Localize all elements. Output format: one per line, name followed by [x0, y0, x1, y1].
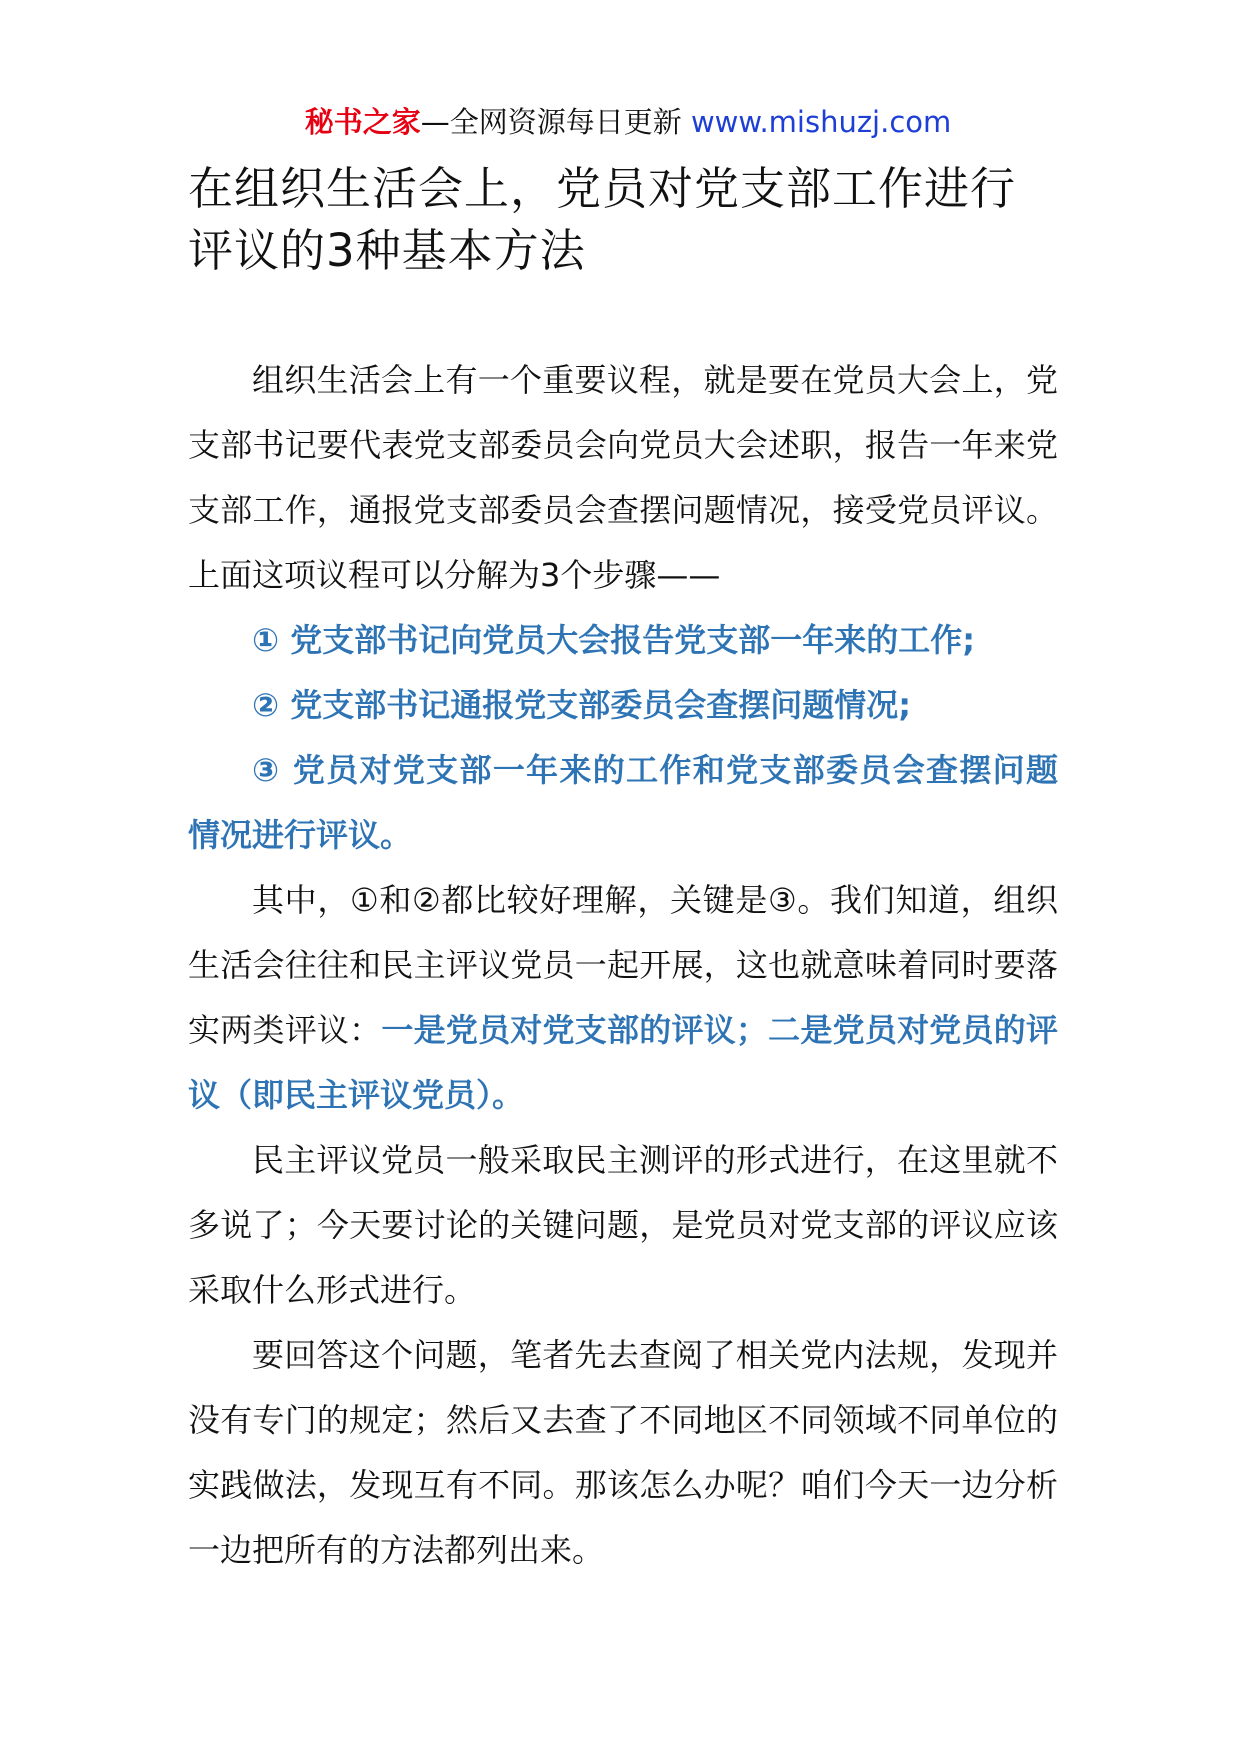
- site-header: [198, 100, 1058, 144]
- brand-name: 秘书之家: [304, 105, 421, 139]
- paragraph-research: 要回答这个问题，笔者先去查阅了相关党内法规，发现并没有专门的规定；然后又去查了不同地区不同领域不同单位的实践做法，发现互有不同。那该怎么办呢？咱们今天一边分析一边把所有的方法都列出来。: [188, 1336, 1058, 1569]
- document-page: [188, 100, 1058, 1583]
- paragraph-two-reviews-text: 其中，①和②都比较好理解，关键是③。我们知道，组织生活会往往和民主评议党员一起开展，这也就意味着同时要落实两类评议：: [188, 881, 1058, 1049]
- header-tagline: —全网资源每日更新: [420, 105, 691, 139]
- title-line-2: 评议的3种基本方法: [188, 224, 586, 277]
- paragraph-two-reviews: [188, 868, 1058, 1128]
- step-3: ③ 党员对党支部一年来的工作和党支部委员会查摆问题情况进行评议。: [188, 751, 1058, 854]
- site-url-link[interactable]: www.mishuzj.com: [690, 105, 952, 139]
- paragraph-intro: 组织生活会上有一个重要议程，就是要在党员大会上，党支部书记要代表党支部委员会向党员大会述职，报告一年来党支部工作，通报党支部委员会查摆问题情况，接受党员评议。上面这项议程可以分解为3个步骤——: [188, 361, 1058, 594]
- paragraph-democratic-review: 民主评议党员一般采取民主测评的形式进行，在这里就不多说了；今天要讨论的关键问题，是党员对党支部的评议应该采取什么形式进行。: [188, 1141, 1058, 1309]
- step-1: ① 党支部书记向党员大会报告党支部一年来的工作;: [252, 621, 976, 659]
- paragraph-two-reviews-highlight: 一是党员对党支部的评议；二是党员对党员的评议（即民主评议党员）。: [188, 1011, 1058, 1114]
- article-body: [188, 348, 1058, 1583]
- title-line-1: 在组织生活会上，党员对党支部工作进行: [188, 162, 1017, 215]
- article-title: [188, 158, 1058, 282]
- step-2: ② 党支部书记通报党支部委员会查摆问题情况;: [252, 686, 912, 724]
